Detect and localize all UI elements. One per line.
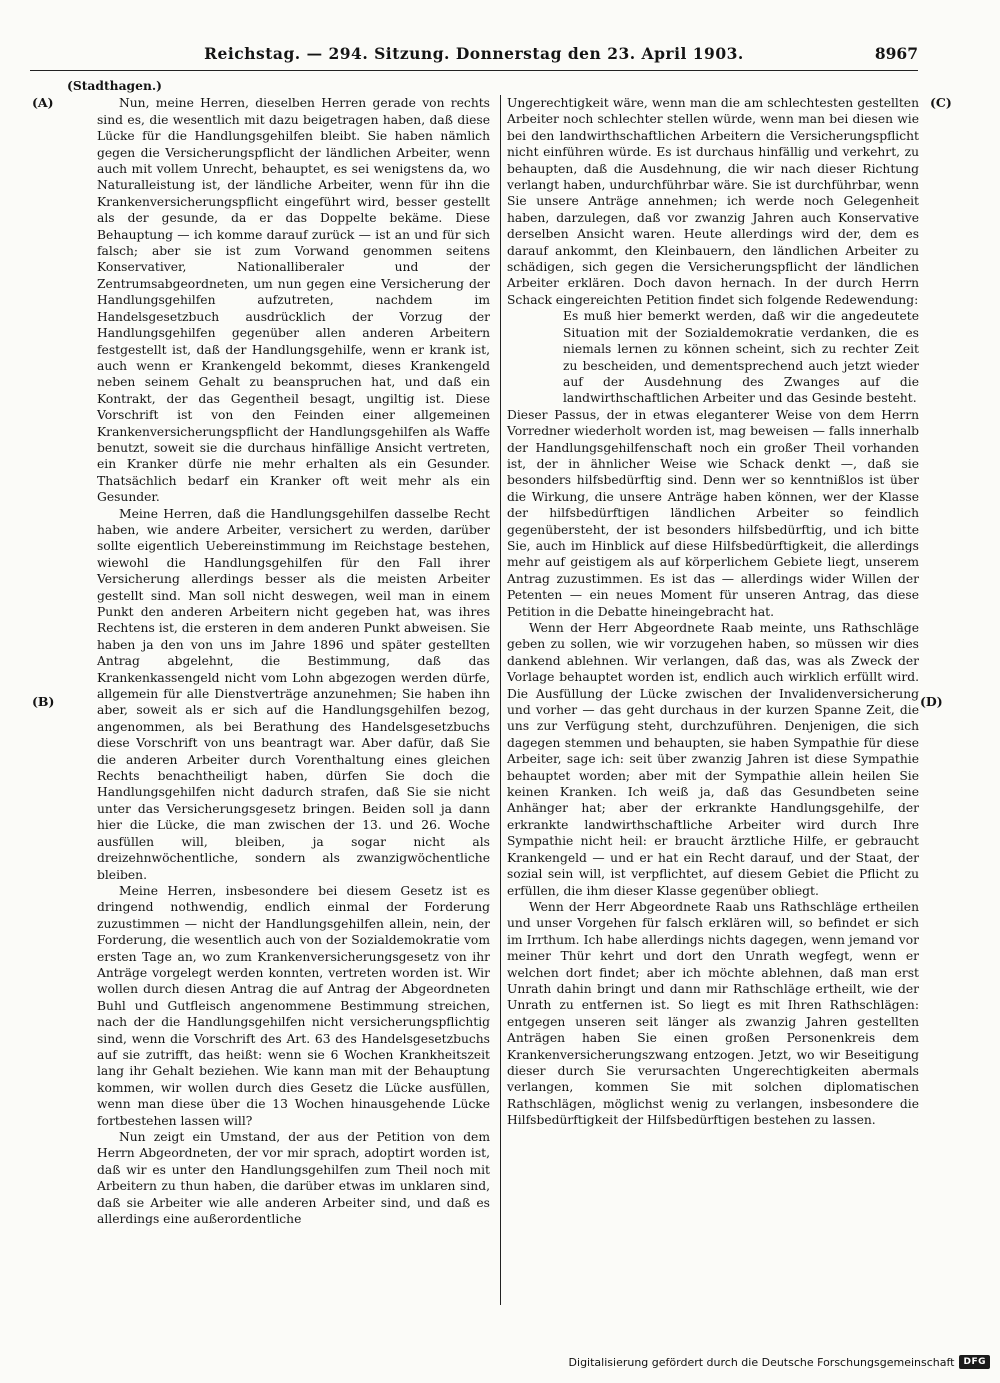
paragraph: Meine Herren, insbesondere bei diesem Gesetz ist es dringend nothwendig, endlich einmal der Forderung zuzustimmen — nicht der Handlungsgehilfen allein, nein, der Forderung, die wesentlich auch von der Sozialdemokratie vom ersten Tage an, wo zum Krankenversicherungsgesetz von ihr Anträge vorgelegt werden konnten, vertreten worden ist. Wir wollen durch diesen Antrag die auf Antrag der Abgeordneten Buhl und Gutfleisch angenommene Bestimmung streichen, nach der die Handlungsgehilfen nicht versicherungspflichtig sind, wenn die Vorschrift des Art. 63 des Handelsgesetzbuchs auf sie zutrifft, das heißt: wenn sie 6 Wochen Krankheitszeit lang ihr Gehalt beziehen. Wie kann man mit der Behauptung kommen, wir wollen durch dies Gesetz die Lücke ausfüllen, wenn man diese über die 13 Wochen hinausgehende Lücke fortbestehen lassen will? — [97, 883, 490, 1128]
left-column — [67, 78, 490, 1227]
margin-label-b: (B) — [32, 694, 55, 709]
paragraph: Wenn der Herr Abgeordnete Raab meinte, uns Rathschläge geben zu sollen, wie wir vorzugehen haben, so müssen wir dies dankend ablehnen. Wir verlangen, daß das, was als Zweck der Vorlage behauptet worden ist, endlich auch wirklich erfüllt wird. Die Ausfüllung der Lücke zwischen der Invalidenversicherung und vorher — das geht durchaus in der kurzen Spanne Zeit, die uns zur Verfügung steht, durchzuführen. Denjenigen, die sich dagegen stemmen und behaupten, sie haben Sympathie für diese Arbeiter, sage ich: seit über zwanzig Jahren ist diese Sympathie behauptet worden; aber mit der Sympathie allein heilen Sie keinen Kranken. Ich weiß ja, daß das Gesundbeten seine Anhänger hat; aber der erkrankte Handlungsgehilfe, der erkrankte landwirthschaftliche Arbeiter wird durch Ihre Sympathie nicht heil: er braucht ärztliche Hilfe, er gebraucht Krankengeld — und er hat ein Recht darauf, und der Staat, der sozial sein will, ist verpflichtet, auf diesem Gebiet die Pflicht zu erfüllen, die ihm dieser Klasse gegenüber obliegt. — [507, 621, 919, 898]
page-header — [30, 44, 918, 71]
paragraph: Nun, meine Herren, dieselben Herren gerade von rechts sind es, die wesentlich mit dazu beigetragen haben, daß diese Lücke für die Handlungsgehilfen bleibt. Sie haben nämlich gegen die Versicherungspflicht der ländlichen Arbeiter, wenn auch mit vollem Unrecht, behauptet, es sei wenigstens da, wo Naturalleistung ist, der ländliche Arbeiter, wenn für ihn die Krankenversicherungspflicht eingeführt wird, besser gestellt als der gesunde, da er das Doppelte bekäme. Diese Behauptung — ich komme darauf zurück — ist an und für sich falsch; aber sie ist zum Vorwand genommen seitens Konservativer, Nationalliberaler und der Zentrumsabgeordneten, um nun gegen eine Versicherung der Handlungsgehilfen aufzutreten, nachdem im Handelsgesetzbuch ausdrücklich der Vorzug der Handlungsgehilfen gegenüber allen anderen Arbeitern festgestellt ist, daß der Handlungsgehilfe, wenn er krank ist, auch wenn er Krankengeld bekommt, dieses Krankengeld neben seinem Gehalt zu beanspruchen hat, und daß ein Kontrakt, der das Gegentheil besagt, ungiltig ist. Diese Vorschrift ist von den Feinden einer allgemeinen Krankenversicherungspflicht der Handlungsgehilfen als Waffe benutzt, soweit sie die durchaus hinfällige Ansicht vertreten, ein Kranker dürfe nie mehr erhalten als ein Gesunder. Thatsächlich bedarf ein Kranker oft weit mehr als ein Gesunder. — [97, 96, 490, 505]
margin-label-a: (A) — [32, 95, 54, 110]
running-title: Reichstag. — 294. Sitzung. Donnerstag den 23. April 1903. — [204, 44, 744, 63]
footer-credit — [569, 1355, 990, 1369]
paragraph: Wenn der Herr Abgeordnete Raab uns Rathschläge ertheilen und unser Vorgehen für falsch erklären will, so befindet er sich im Irrthum. Ich habe allerdings nichts dagegen, wenn jemand vor meiner Thür kehrt und dort den Unrath wegfegt, wenn er welchen dort findet; aber ich möchte ablehnen, daß man erst Unrath dahin bringt und dann mir Rathschläge ertheilt, wie der Unrath zu entfernen ist. So liegt es mit Ihren Rathschlägen: entgegen unseren seit länger als zwanzig Jahren gestellten Anträgen haben Sie einen großen Personenkreis dem Krankenversicherungszwang entzogen. Jetzt, wo wir Beseitigung dieser durch Sie verursachten Ungerechtigkeiten abermals verlangen, kommen Sie mit solchen diplomatischen Rathschlägen, möglichst wenig zu verlangen, insbesondere die Hilfsbedürftigkeit der Hilfsbedürftigen bestehen zu lassen. — [507, 899, 919, 1128]
margin-label-d: (D) — [920, 694, 943, 709]
column-divider — [500, 95, 501, 1305]
right-column — [507, 95, 919, 1129]
margin-label-c: (C) — [930, 95, 952, 110]
paragraph: Ungerechtigkeit wäre, wenn man die am schlechtesten gestellten Arbeiter noch schlechter stellen würde, wenn man bei diesen wie bei den landwirthschaftlichen Arbeitern die Versicherungspflicht nicht einführen würde. Es ist durchaus hinfällig und verkehrt, zu behaupten, daß die Ausdehnung, die wir nach dieser Richtung verlangt haben, undurchführbar wäre. Sie ist durchführbar, wenn Sie unsere Anträge annehmen; ich werde noch Gelegenheit haben, darzulegen, daß vor zwanzig Jahren auch Konservative derselben Ansicht waren. Heute allerdings wird der, dem es darauf ankommt, den Kleinbauern, den ländlichen Arbeiter zu schädigen, sich gegen die Versicherungspflicht der ländlichen Arbeiter erklären. Doch davon hernach. In der durch Herrn Schack eingereichten Petition findet sich folgende Redewendung: — [507, 96, 919, 307]
paragraph: Dieser Passus, der in etwas eleganterer Weise von dem Herrn Vorredner wiederholt worden ist, mag beweisen — falls innerhalb der Handlungsgehilfenschaft noch ein großer Theil vorhanden ist, der in ähnlicher Weise wie Schack denkt —, daß sie besonders hilfsbedürftig sind. Denn wer so kenntnißlos ist über die Wirkung, die unsere Anträge haben können, wer der Klasse der hilfsbedürftigen ländlichen Arbeiter so feindlich gegenübersteht, der ist besonders hilfsbedürftig, und ich bitte Sie, auch im Hinblick auf diese Hilfsbedürftigkeit, die allerdings mehr auf geistigem als auf körperlichem Gebiete liegt, unserem Antrag zuzustimmen. Es ist das — allerdings wider Willen der Petenten — ein neues Moment für unseren Antrag, das diese Petition in die Debatte hineingebracht hat. — [507, 407, 919, 619]
credit-text: Digitalisierung gefördert durch die Deutsche Forschungsgemeinschaft — [568, 1355, 955, 1369]
dfg-logo: DFG — [959, 1355, 990, 1369]
paragraph: Meine Herren, daß die Handlungsgehilfen dasselbe Recht haben, wie andere Arbeiter, versichert zu werden, darüber sollte eigentlich Uebereinstimmung im Reichstage bestehen, wiewohl die Handlungsgehilfen für den Fall ihrer Versicherung allerdings besser als die meisten Arbeiter gestellt sind. Man soll nicht deswegen, weil man in einem Punkt den anderen Arbeitern nicht gegeben hat, was ihres Rechtens ist, die ersteren in dem anderen Punkt abweisen. Sie haben ja den von uns im Jahre 1896 und später gestellten Antrag abgelehnt, die Bestimmung, daß das Krankenkassengeld nicht vom Lohn abgezogen werden dürfe, allgemein für alle Dienstverträge anzunehmen; Sie haben ihn aber, soweit als er sich auf die Handlungsgehilfen bezog, angenommen, als bei Berathung des Handelsgesetzbuchs diese Vorschrift von uns beantragt war. Aber dafür, daß Sie die anderen Arbeiter durch Vorenthaltung eines gleichen Rechts benachtheiligt haben, dürfen Sie doch die Handlungsgehilfen nicht dadurch strafen, daß Sie sie nicht unter das Versicherungsgesetz bringen. Beiden soll ja dann hier die Lücke, die man zwischen der 13. und 26. Woche ausfüllen will, bleiben, ja sogar nicht als dreizehnwöchentliche, sondern als zwanzigwöchentliche bleiben. — [97, 506, 490, 882]
quotation: Es muß hier bemerkt werden, daß wir die angedeutete Situation mit der Sozialdemokratie verdanken, die es niemals lernen zu können scheint, sich zu rechter Zeit zu bescheiden, und dementsprechend auch jetzt wieder auf der Ausdehnung des Zwanges auf die landwirthschaftlichen Arbeiter und das Gesinde besteht. — [563, 309, 919, 406]
page-number: 8967 — [874, 44, 918, 63]
paragraph: Nun zeigt ein Umstand, der aus der Petition von dem Herrn Abgeordneten, der vor mir sprach, adoptirt worden ist, daß wir es unter den Handlungsgehilfen zum Theil noch mit Arbeitern zu thun haben, die darüber etwas im unklaren sind, daß sie Arbeiter wie alle anderen Arbeiter sind, und daß es allerdings eine außerordentliche — [97, 1130, 490, 1227]
speaker-name: (Stadthagen.) — [67, 78, 162, 93]
